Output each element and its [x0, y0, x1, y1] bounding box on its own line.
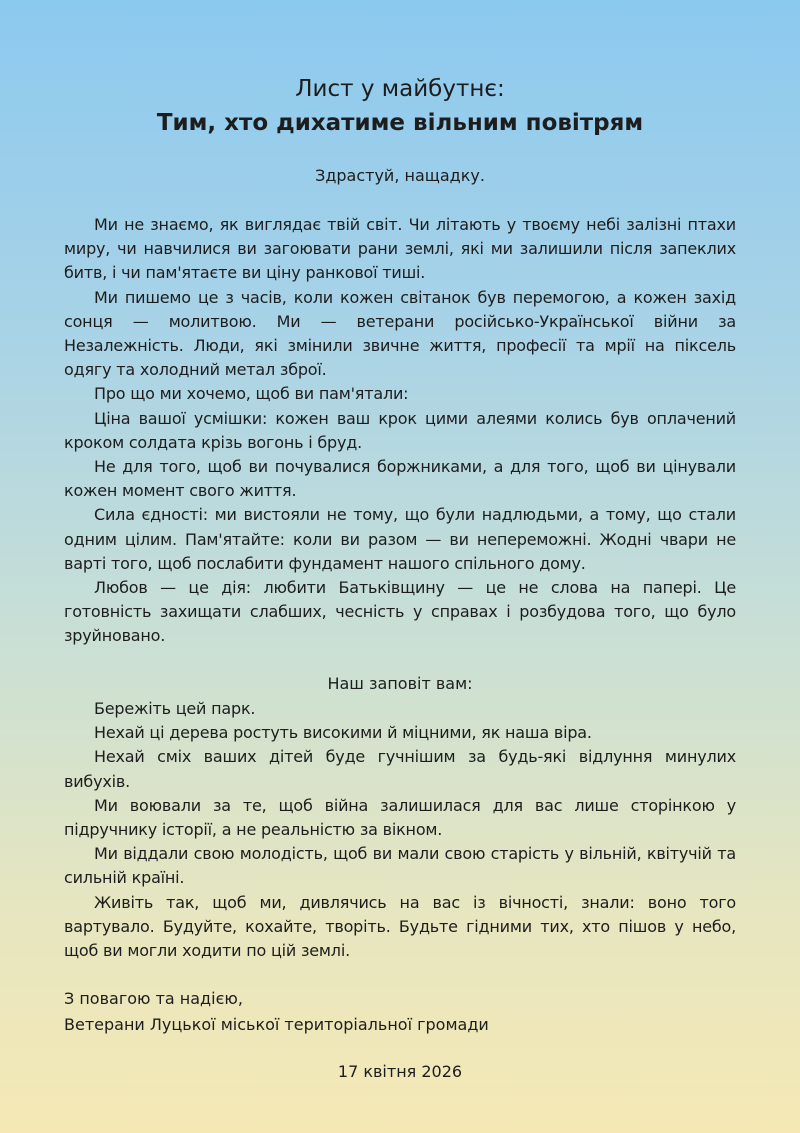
paragraph: Ціна вашої усмішки: кожен ваш крок цими алеями колись був оплачений кроком солдата крізь вогонь і бруд. — [64, 408, 736, 452]
testament-item: Нехай ці дерева ростуть високими й міцними, як наша віра. — [94, 723, 592, 743]
testament-item: Ми воювали за те, щоб війна залишилася для вас лише сторінкою у підручнику історії, а не реальністю за вікном. — [64, 795, 736, 840]
paragraph: Не для того, щоб ви почувалися боржниками, а для того, щоб ви цінували кожен момент свого життя. — [64, 457, 736, 501]
testament-list — [64, 697, 736, 963]
paragraph: Ми не знаємо, як виглядає твій світ. Чи літають у твоєму небі залізні птахи миру, чи навчилися ви загоювати рани землі, які ми залишили після запеклих битв, і чи пам'ятаєте ви ціну ранкової тиші. — [64, 215, 736, 283]
paragraph: Про що ми хочемо, щоб ви пам'ятали: — [94, 384, 409, 404]
testament-item: Бережіть цей парк. — [94, 699, 256, 718]
paragraph: Ми пишемо це з часів, коли кожен світанок був перемогою, а кожен захід сонця — молитвою. Ми — ветерани російсько-Української війни за Незалежність. Люди, які змінили звичне життя, професії та мрії на піксель одягу та холодний метал зброї. — [64, 287, 736, 380]
testament-heading: Наш заповіт вам: — [327, 674, 473, 693]
letter-body — [64, 213, 736, 649]
signature: Ветерани Луцької міської територіальної громади — [64, 1015, 489, 1034]
testament-item: Нехай сміх ваших дітей буде гучнішим за будь-які відлуння минулих вибухів. — [64, 747, 736, 791]
closing: З повагою та надією, — [64, 989, 243, 1008]
letter-title: Лист у майбутнє: — [295, 76, 505, 102]
paragraph: Любов — це дія: любити Батьківщину — це не слова на папері. Це готовність захищати слабших, чесність у справах і розбудова того, що було зруйновано. — [64, 578, 736, 646]
testament-item: Ми віддали свою молодість, щоб ви мали свою старість у вільній, квітучій та сильній країні. — [64, 844, 736, 888]
date: 17 квітня 2026 — [337, 1062, 463, 1081]
greeting: Здрастуй, нащадку. — [315, 166, 485, 185]
letter-subtitle: Тим, хто дихатиме вільним повітрям — [156, 110, 644, 136]
paragraph: Сила єдності: ми вистояли не тому, що були надлюдьми, а тому, що стали одним цілим. Пам'ятайте: коли ви разом — ви непереможні. Жодні чвари не варті того, щоб послабити фундамент нашого спільного дому. — [64, 505, 736, 573]
testament-item: Живіть так, щоб ми, дивлячись на вас із вічності, знали: воно того вартувало. Будуйте, кохайте, творіть. Будьте гідними тих, хто пішов у небо, щоб ви могли ходити по цій землі. — [64, 892, 736, 961]
signature-block — [64, 986, 489, 1038]
